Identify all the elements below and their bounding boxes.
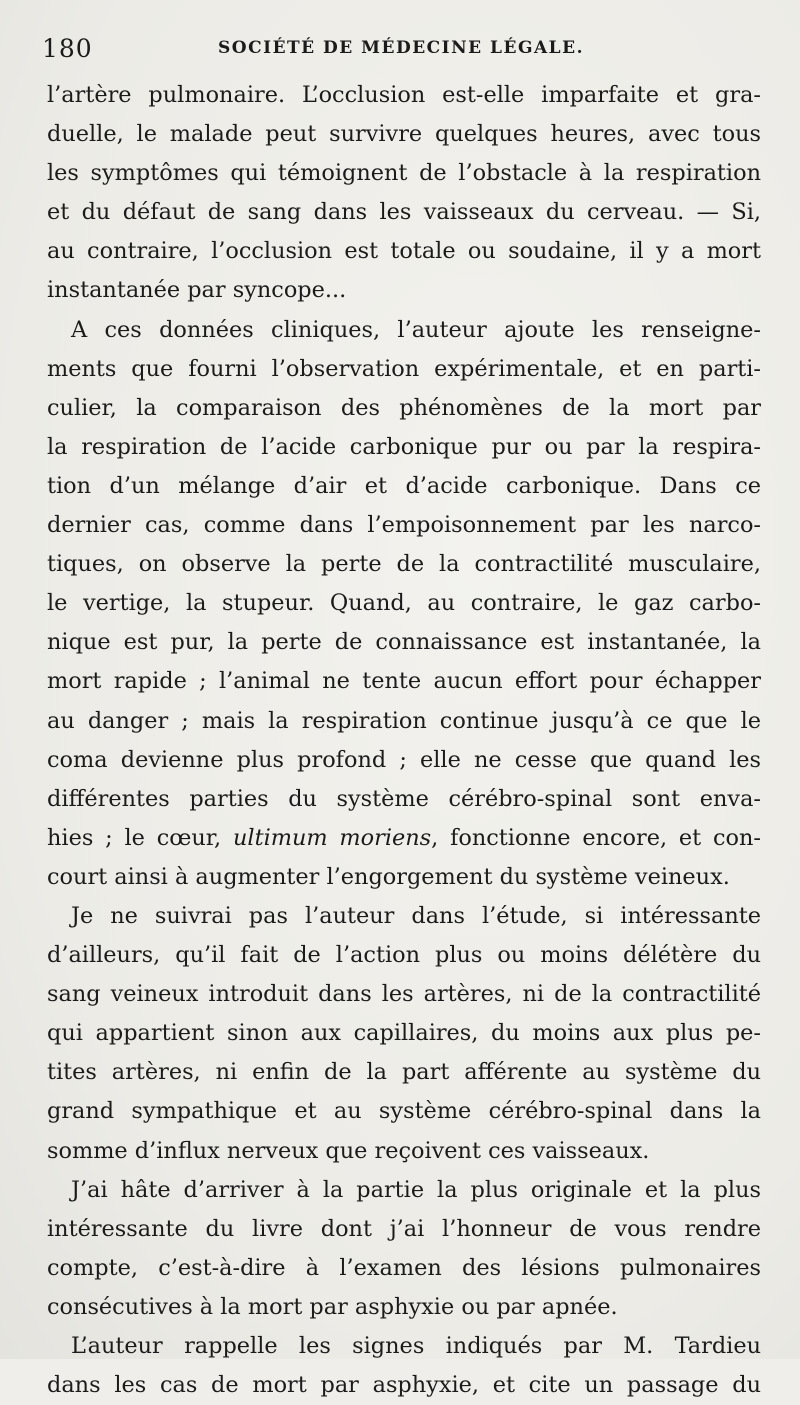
- text-line: A ces données cliniques, l’auteur ajoute les renseigne-: [71, 316, 761, 343]
- text-line: intéressante du livre dont j’ai l’honneur de vous rendre: [47, 1215, 761, 1242]
- text-line: dans les cas de mort par asphyxie, et cite un passage du: [47, 1372, 761, 1399]
- text-line: la respiration de l’acide carbonique pur ou par la respira-: [47, 433, 761, 460]
- text-line: compte, c’est-à-dire à l’examen des lésions pulmonaires: [47, 1254, 761, 1281]
- body-text: [47, 76, 761, 1405]
- text-line: culier, la comparaison des phénomènes de la mort par: [47, 394, 761, 421]
- text-line: les symptômes qui témoignent de l’obstacle à la respiration: [47, 160, 761, 187]
- text-line: nique est pur, la perte de connaissance est instantanée, la: [47, 629, 761, 656]
- text-line: duelle, le malade peut survivre quelques heures, avec tous: [47, 121, 761, 148]
- text-line: J’ai hâte d’arriver à la partie la plus originale et la plus: [71, 1176, 761, 1203]
- text-line: sang veineux introduit dans les artères, ni de la contractilité: [47, 981, 761, 1008]
- text-line: [47, 819, 761, 858]
- text-line: tion d’un mélange d’air et d’acide carbonique. Dans ce: [47, 472, 761, 499]
- text-line: d’ailleurs, qu’il fait de l’action plus ou moins délétère du: [47, 942, 761, 969]
- text-segment: , fonctionne encore, et con-: [431, 824, 761, 851]
- text-line: l’artère pulmonaire. L’occlusion est-elle imparfaite et gra-: [47, 82, 761, 108]
- text-line: qui appartient sinon aux capillaires, du moins aux plus pe-: [47, 1020, 761, 1047]
- text-line: tites artères, ni enfin de la part afférente au système du: [47, 1059, 761, 1086]
- text-line: différentes parties du système cérébro-spinal sont enva-: [47, 785, 761, 812]
- text-line: L’auteur rappelle les signes indiqués par M. Tardieu: [71, 1333, 761, 1359]
- text-line: au danger ; mais la respiration continue jusqu’à ce que le: [47, 707, 761, 734]
- running-head: SOCIÉTÉ DE MÉDECINE LÉGALE.: [218, 38, 584, 58]
- page-number: 180: [42, 34, 93, 63]
- text-segment: hies ; le cœur,: [47, 824, 233, 851]
- text-line: et du défaut de sang dans les vaisseaux du cerveau. — Si,: [47, 199, 761, 226]
- text-line: instantanée par syncope...: [47, 277, 347, 304]
- text-line: tiques, on observe la perte de la contractilité musculaire,: [47, 551, 761, 578]
- text-line: au contraire, l’occlusion est totale ou soudaine, il y a mort: [47, 238, 761, 265]
- text-line: mort rapide ; l’animal ne tente aucun effort pour échapper: [47, 668, 761, 695]
- text-line: grand sympathique et au système cérébro-spinal dans la: [47, 1098, 761, 1125]
- text-line: ments que fourni l’observation expérimentale, et en parti-: [47, 355, 761, 382]
- text-line: somme d’influx nerveux que reçoivent ces vaisseaux.: [47, 1137, 650, 1164]
- latin-phrase: ultimum moriens: [232, 824, 432, 851]
- text-line: consécutives à la mort par asphyxie ou par apnée.: [47, 1293, 618, 1320]
- text-line: coma devienne plus profond ; elle ne cesse que quand les: [47, 746, 761, 773]
- text-line: court ainsi à augmenter l’engorgement du système veineux.: [47, 863, 730, 890]
- page-header: [42, 34, 760, 66]
- text-line: dernier cas, comme dans l’empoisonnement par les narco-: [47, 512, 761, 539]
- text-line: le vertige, la stupeur. Quand, au contraire, le gaz carbo-: [47, 590, 761, 617]
- text-line: Je ne suivrai pas l’auteur dans l’étude, si intéressante: [71, 902, 761, 929]
